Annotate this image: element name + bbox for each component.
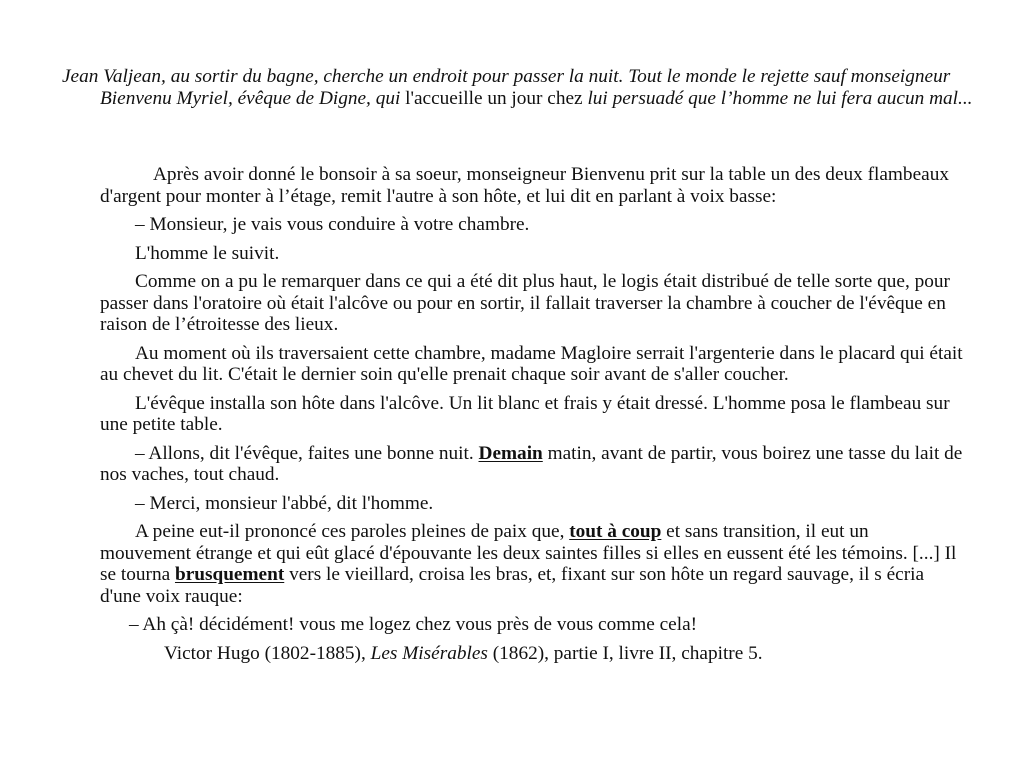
paragraph-4: Comme on a pu le remarquer dans ce qui a été dit plus haut, le logis était distribué de telle sorte que, pour passer dans l'oratoire où était l'alcôve ou pour en sortir, il fallait traverser la chambre à coucher de l'évêque en raison de l’étroitesse des lieux.	[100, 271, 950, 335]
citation-details: (1862), partie I, livre II, chapitre 5.	[487, 642, 763, 664]
paragraph-9-end: vers le vieillard, croisa les bras, et, fixant sur son hôte un regard sauvage, il s écria d'une voix rauque:	[100, 564, 925, 607]
intro-summary	[62, 66, 1002, 109]
citation-author: Victor Hugo (1802-1885),	[164, 642, 371, 664]
intro-roman-text: l'accueille un jour chez	[400, 87, 588, 109]
excerpt-body	[100, 164, 964, 671]
paragraph-9	[100, 521, 964, 607]
paragraph-5: Au moment où ils traversaient cette chambre, madame Magloire serrait l'argenterie dans le placard qui était au chevet du lit. C'était le dernier soin qu'elle prenait chaque soir avant de s'aller coucher.	[100, 342, 963, 385]
paragraph-7-start: – Allons, dit l'évêque, faites une bonne nuit.	[135, 442, 479, 464]
paragraph-7	[100, 443, 964, 486]
paragraph-9-start: A peine eut-il prononcé ces paroles pleines de paix que,	[135, 521, 570, 542]
citation-work-title: Les Misérables	[370, 642, 488, 664]
paragraph-7-end: matin, avant de partir, vous boirez une tasse du lait de nos vaches, tout chaud.	[100, 442, 963, 485]
paragraph-1: Après avoir donné le bonsoir à sa soeur, monseigneur Bienvenu prit sur la table un des deux flambeaux d'argent pour monter à l’étage, remit l'autre à son hôte, et lui dit en parlant à voix basse:	[100, 164, 949, 207]
paragraph-9-middle: et sans transition, il eut un mouvement étrange et qui eût glacé d'épouvante les deux saintes filles si elles en eussent été les témoins. [...] Il se tourna	[100, 521, 957, 585]
highlight-demain: Demain	[478, 442, 543, 464]
highlight-tout-a-coup: tout à coup	[569, 521, 662, 542]
paragraph-8: – Merci, monsieur l'abbé, dit l'homme.	[135, 492, 434, 514]
intro-italic-text-end: lui persuadé que l’homme ne lui fera aucun mal...	[587, 87, 973, 109]
intro-italic-text: Jean Valjean, au sortir du bagne, cherche un endroit pour passer la nuit. Tout le monde le rejette sauf monseigneur Bienvenu Myriel, évêque de Digne, qui	[62, 66, 951, 109]
source-citation	[100, 643, 964, 665]
paragraph-6: L'évêque installa son hôte dans l'alcôve. Un lit blanc et frais y était dressé. L'homme posa le flambeau sur une petite table.	[100, 392, 950, 435]
paragraph-10: – Ah çà! décidément! vous me logez chez vous près de vous comme cela!	[129, 614, 698, 635]
highlight-brusquement: brusquement	[174, 564, 285, 585]
paragraph-2: – Monsieur, je vais vous conduire à votre chambre.	[135, 214, 530, 235]
paragraph-3: L'homme le suivit.	[135, 242, 280, 264]
